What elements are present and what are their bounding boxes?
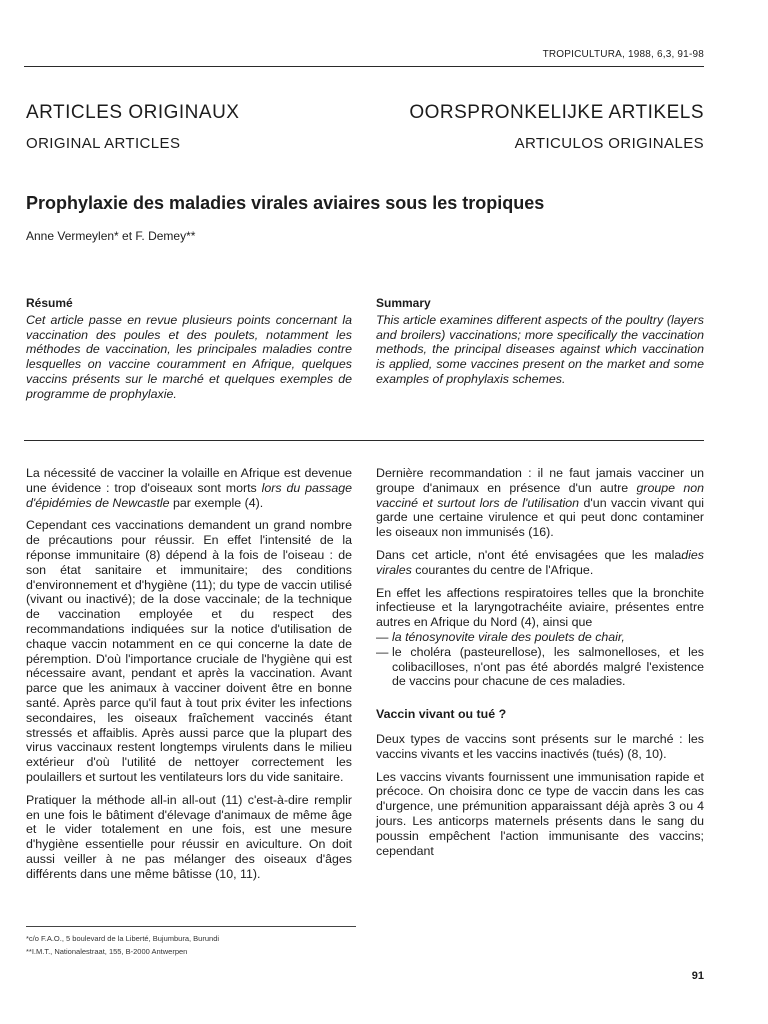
paragraph: Les vaccins vivants fournissent une immunisation rapide et précoce. On choisira donc ce type de vaccin dans les cas d'urgence, une prémunition apparaissant déjà après 3 ou 4 jours. Les anticorps maternels présents dans le sang du poussin empêchent l'action immunisante des vaccins; cependant: [376, 769, 704, 858]
section-label-en: ORIGINAL ARTICLES: [26, 135, 181, 152]
text-run: courantes du centre de l'Afrique.: [411, 562, 594, 577]
section-label-es: ARTICULOS ORIGINALES: [514, 135, 704, 152]
text-run: Dans cet article, n'ont été envisagées que les mala: [376, 547, 682, 562]
paragraph: [376, 548, 704, 578]
text-run: Dernière recommandation : il ne faut jamais vacciner un groupe d'animaux en présence d'un autre: [376, 466, 704, 495]
text-run: d'un vaccin vivant qui garde une certaine virulence et qui peut donc contaminer les oiseaux non immunisés (16).: [376, 495, 704, 540]
list-dash: —: [376, 629, 389, 644]
footnote-1: *c/o F.A.O., 5 boulevard de la Liberté, Bujumbura, Burundi: [26, 934, 220, 943]
list-item: [376, 645, 704, 689]
list-item: [376, 630, 704, 645]
paragraph: [26, 466, 352, 510]
italic-run: lors du passage d'épidémies de Newcastle: [26, 480, 352, 510]
header-rule: [24, 66, 704, 67]
section-label-fr: ARTICLES ORIGINAUX: [26, 102, 240, 123]
summary-heading: Summary: [376, 296, 431, 310]
article-title: Prophylaxie des maladies virales aviaires sous les tropiques: [26, 193, 545, 213]
body-column-left: [26, 466, 352, 890]
list-dash: —: [376, 644, 389, 659]
resume-block: [26, 296, 352, 402]
abstract-rule: [24, 440, 704, 441]
section-label-nl: OORSPRONKELIJKE ARTIKELS: [409, 102, 704, 123]
disease-list: [376, 630, 704, 689]
italic-run: groupe non vacciné et surtout lors de l'utilisation: [376, 480, 704, 510]
paragraph: [376, 466, 704, 540]
list-item-text: la ténosynovite virale des poulets de chair,: [392, 629, 625, 644]
journal-reference: TROPICULTURA, 1988, 6,3, 91-98: [542, 49, 704, 60]
page-number: 91: [691, 970, 704, 982]
footnote-2: **I.M.T., Nationalestraat, 155, B-2000 Antwerpen: [26, 947, 188, 956]
text-run: par exemple (4).: [169, 495, 264, 510]
resume-heading: Résumé: [26, 296, 73, 310]
text-run: La nécessité de vacciner la volaille en Afrique est devenue une évidence : trop d'oiseaux sont morts: [26, 466, 352, 495]
footnote-rule: [26, 926, 356, 927]
summary-text: This article examines different aspects of the poultry (layers and broilers) vaccinations; more specifically the vaccination methods, the principal diseases against which vaccination is applied, some vaccines present on the market and some examples of prophylaxis schemes.: [376, 312, 704, 386]
paragraph: Deux types de vaccins sont présents sur le marché : les vaccins vivants et les vaccins inactivés (tués) (8, 10).: [376, 731, 704, 761]
article-authors: Anne Vermeylen* et F. Demey**: [26, 229, 196, 243]
paragraph: En effet les affections respiratoires telles que la bronchite infectieuse et la laryngotrachéite aviaire, présentes entre autres en Afrique du Nord (4), ainsi que: [376, 585, 704, 630]
paragraph: Cependant ces vaccinations demandent un grand nombre de précautions pour réussir. En effet l'intensité de la réponse immunitaire (8) dépend à la fois de l'oiseau : de son état sanitaire et immunitaire; des conditions d'environnement et d'hygiène (11); du type de vaccin utilisé (vivant ou inactivé); de la dose vaccinale; de la technique de vaccination employée et du respect des recommandations indiquées sur la notice d'utilisation de chaque vaccin notamment en ce qui concerne la date de péremption. D'où l'importance cruciale de l'hygiène qui est nécessaire avant, pendant et après la vaccination. Avant parce que les animaux à vacciner doivent être en bonne santé. Après parce qu'il faut à tout prix éviter les infections secondaires, les oiseaux fraîchement vaccinés étant stressés et affaiblis. Après aussi parce que la plupart des virus vaccinaux restent longtemps virulents dans le milieu extérieur d'où l'utilité de nettoyer correctement les poulaillers et surtout les ventilateurs lors du vide sanitaire.: [26, 518, 352, 784]
resume-text: Cet article passe en revue plusieurs points concernant la vaccination des poules et des poulets, notamment les méthodes de vaccination, les principales maladies contre lesquelles on vaccine couramment en Afrique, quelques vaccins présents sur le marché et quelques exemples de programme de prophylaxie.: [26, 312, 352, 401]
summary-block: [376, 296, 704, 387]
section-subheading: Vaccin vivant ou tué ?: [376, 707, 507, 722]
body-column-right: [376, 466, 704, 866]
italic-run: dies virales: [376, 547, 704, 577]
paragraph: Pratiquer la méthode all-in all-out (11) c'est-à-dire remplir en une fois le bâtiment d'élevage d'animaux de même âge et le vider totalement en une fois, est une mesure d'hygiène essentielle pour réussir en aviculture. On doit aussi veiller à ne pas mélanger des oiseaux d'âges différents dans une même bâtisse (10, 11).: [26, 792, 352, 881]
list-item-text: le choléra (pasteurellose), les salmonelloses, et les colibacilloses, n'ont pas été abordés malgré l'existence de vaccins pour chacune de ces maladies.: [392, 644, 704, 689]
